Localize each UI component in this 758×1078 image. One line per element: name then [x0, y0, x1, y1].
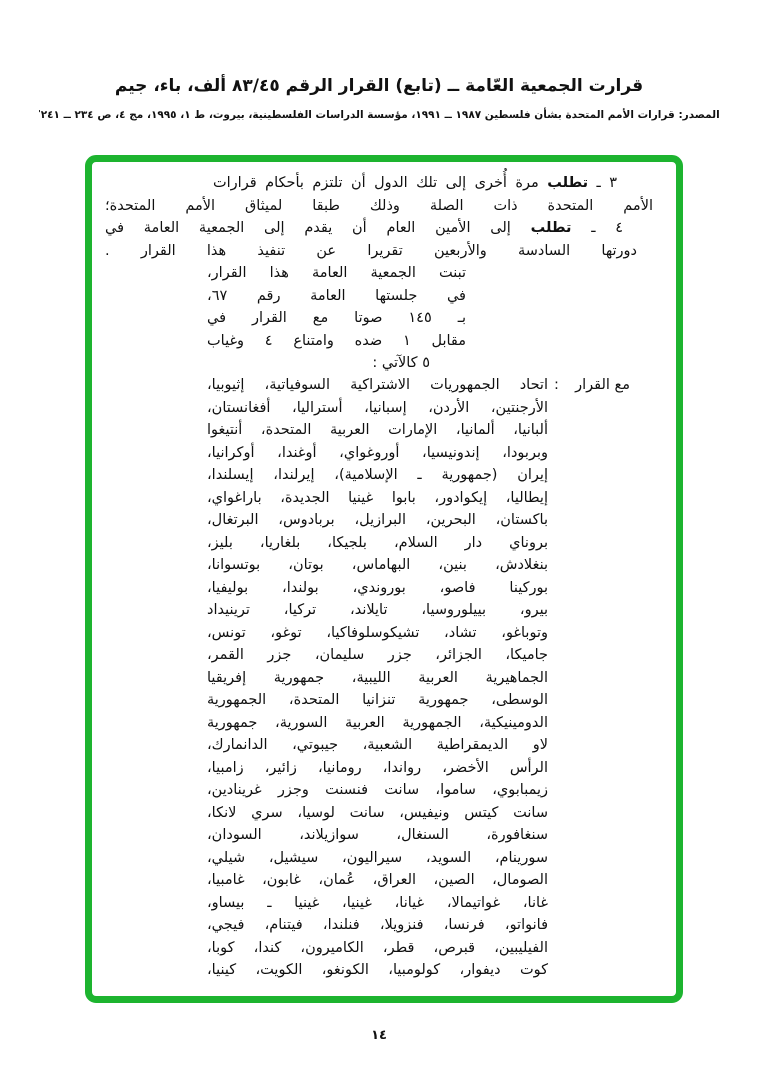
page-number: ١٤ [371, 1028, 387, 1043]
text-line: الدومينيكية، الجمهورية العربية السورية، جمهورية [207, 714, 548, 731]
text-line: وبربودا، إندونيسيا، أوروغواي، أوغندا، أوكرانيا، [207, 444, 548, 461]
text-line: تبنت الجمعية العامة هذا القرار، [207, 265, 466, 281]
text-line: بوركينا فاصو، بوروندي، بولندا، بوليفيا، [207, 579, 548, 596]
text-line: الصومال، الصين، العراق، عُمان، غابون، غامبيا، [207, 872, 548, 888]
text-line [105, 240, 637, 263]
text-line: الوسطى، جمهورية تنزانيا المتحدة، الجمهورية [207, 692, 548, 708]
text-line: غانا، غواتيمالا، غيانا، غينيا، غينيا ـ بيساو، [207, 894, 548, 911]
text-segment: الأمم المتحدة ذات الصلة وذلك طبقا لميثاق الأمم المتحدة؛ [105, 197, 653, 214]
text-segment: ٤ ـ [571, 220, 623, 236]
bold-text: تطلب [547, 175, 589, 191]
vote-country-list [207, 374, 630, 982]
page-title: قرارت الجمعية العّامة ــ (تابع) القرار الرقم ٨٣/٤٥ ألف، باء، جيم [114, 76, 644, 96]
footnote-mark: ' [38, 109, 41, 118]
text-line: الأرجنتين، الأردن، إسبانيا، أستراليا، أفغانستان، [207, 399, 548, 416]
bold-text: تطلب [530, 220, 572, 236]
text-line: سنغافورة، السنغال، سوازيلاند، السودان، [207, 827, 548, 843]
text-line: إيران (جمهورية ـ الإسلامية)، إيرلندا، إيسلندا، [207, 467, 548, 483]
text-line: الجماهيرية العربية الليبية، جمهورية إفريقيا [207, 669, 548, 686]
text-line: اتحاد الجمهوريات الاشتراكية السوفياتية، إثيوبيا، [207, 377, 548, 393]
text-line: بروناي دار السلام، بلجيكا، بلغاريا، بليز، [207, 534, 548, 551]
text-line: الفيليبين، قبرص، قطر، الكاميرون، كندا، كوبا، [207, 939, 548, 956]
text-line: في جلستها العامة رقم ٦٧، [207, 287, 466, 304]
vote-label-colon: : [554, 377, 559, 393]
adoption-statement [207, 262, 466, 375]
text-line: مقابل ١ ضده وامتناع ٤ وغياب [207, 332, 467, 349]
text-line: كوت ديفوار، كولومبيا، الكونغو، الكويت، كينيا، [207, 962, 548, 978]
vote-label [554, 374, 630, 397]
text-line: جاميكا، الجزائر، جزر سليمان، جزر القمر، [207, 647, 548, 663]
text-line: بنغلادش، بنين، البهاماس، بوتان، بوتسوانا، [207, 557, 548, 573]
text-line [105, 217, 623, 240]
text-line: ألبانيا، ألمانيا، الإمارات العربية المتحدة، أنتيغوا [207, 422, 548, 438]
text-segment: ٣ ـ [588, 175, 617, 191]
text-line: سورينام، السويد، سيراليون، سيشيل، شيلي، [207, 849, 548, 866]
vote-label-text: مع القرار [575, 377, 630, 393]
text-line: الرأس الأخضر، رواندا، رومانيا، زائير، زامبيا، [207, 759, 548, 776]
text-line: فانواتو، فرنسا، فنزويلا، فنلندا، فيتنام، فيجي، [207, 917, 548, 933]
text-line: باكستان، البحرين، البرازيل، بربادوس، البرتغال، [207, 512, 548, 528]
text-line: وتوباغو، تشاد، تشيكوسلوفاكيا، توغو، تونس، [207, 624, 548, 641]
source-text: المصدر: قرارات الأمم المتحدة بشأن فلسطين ١٩٨٧ ــ ١٩٩١، مؤسسة الدراسات الفلسطينية، بيروت، ط ١، ١٩٩٥، مج ٤، ص ٢٣٤ ــ ٢٤١ [40, 109, 720, 121]
text-line: لاو الديمقراطية الشعبية، جيبوتي، الدانمارك، [207, 737, 548, 753]
text-line: بيرو، بييلوروسيا، تايلاند، تركيا، ترينيداد [207, 602, 548, 618]
text-line: بـ ١٤٥ صوتا مع القرار في [207, 310, 466, 326]
text-line: ٥ كالآتي : [372, 355, 430, 371]
text-line: سانت كيتس ونيفيس، سانت لوسيا، سري لانكا، [207, 804, 548, 821]
source-line [0, 109, 758, 121]
text-line [105, 195, 653, 218]
text-segment: مرة أُخرى إلى تلك الدول أن تلتزم بأحكام قرارات [213, 175, 548, 191]
text-line: زيمبابوي، ساموا، سانت فنسنت وجزر غرينادين، [207, 782, 548, 798]
text-line [213, 172, 617, 195]
resolution-paragraphs [105, 172, 653, 262]
text-segment: دورتها السادسة والأربعين تقريرا عن تنفيذ هذا القرار . [105, 242, 637, 259]
text-segment: إلى الأمين العام أن يقدم إلى الجمعية العامة في [105, 220, 531, 236]
text-line: إيطاليا، إيكوادور، بابوا غينيا الجديدة، باراغواي، [207, 489, 548, 506]
